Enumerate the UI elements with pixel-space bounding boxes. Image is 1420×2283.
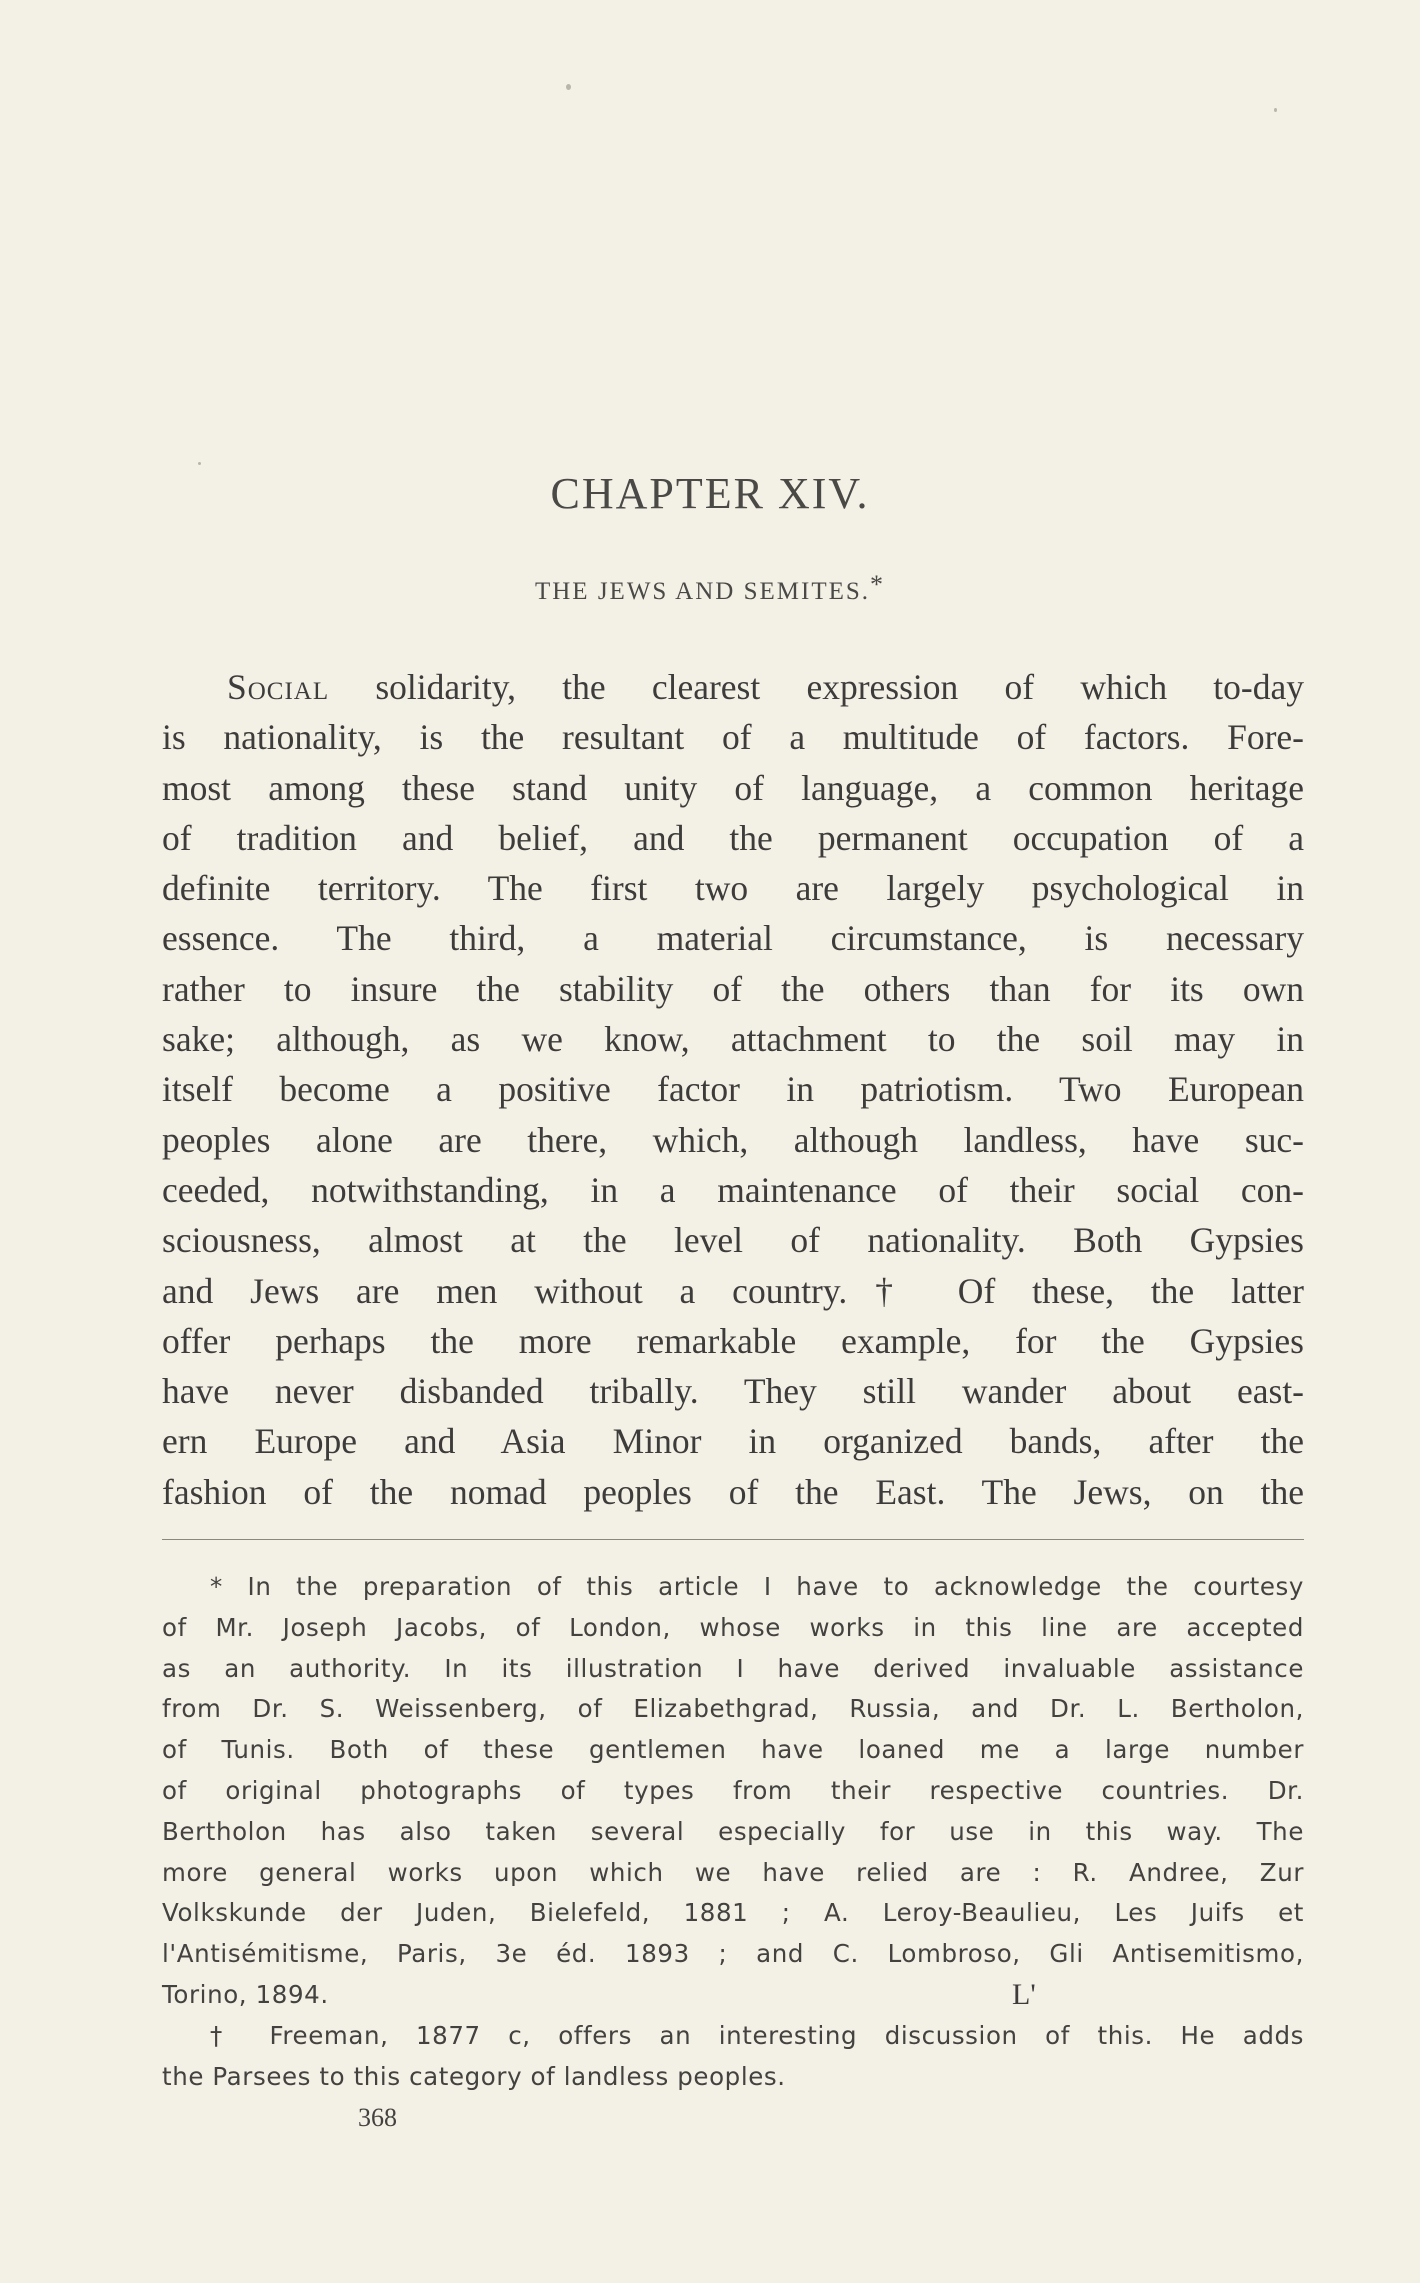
body-line: essence. The third, a material circumstance, is necessary — [162, 918, 1304, 959]
body-line: most among these stand unity of language, a common heritage — [162, 767, 1304, 808]
body-line: definite territory. The first two are largely psychological in — [162, 868, 1304, 909]
footnote-line: from Dr. S. Weissenberg, of Elizabethgrad, Russia, and Dr. L. Bertholon, — [162, 1694, 1304, 1724]
footnote-line: as an authority. In its illustration I have derived invaluable assistance — [162, 1653, 1304, 1683]
body-line: have never disbanded tribally. They still wander about east- — [162, 1371, 1304, 1412]
chapter-title: CHAPTER XIV. — [550, 469, 870, 518]
section-title-text: THE JEWS AND SEMITES. — [534, 578, 871, 605]
body-line: itself become a positive factor in patriotism. Two European — [162, 1069, 1304, 1110]
body-paragraph — [162, 662, 1304, 1517]
footnote-line: † Freeman, 1877 c, offers an interesting discussion of this. He adds — [210, 2020, 1304, 2050]
body-line: ceeded, notwithstanding, in a maintenance of their social con- — [162, 1169, 1304, 1210]
body-line: offer perhaps the more remarkable example, for the Gypsies — [162, 1320, 1304, 1361]
footnote-line: more general works upon which we have relied are : R. Andree, Zur — [162, 1857, 1304, 1887]
footnote-marker: * — [870, 570, 886, 599]
footnote-line: l'Antisémitisme, Paris, 3e éd. 1893 ; and C. Lombroso, Gli Antisemitismo, — [162, 1939, 1304, 1969]
footnote-line: Torino, 1894. — [162, 1979, 329, 2009]
footnote-line: of Tunis. Both of these gentlemen have loaned me a large number — [162, 1735, 1304, 1765]
body-line: peoples alone are there, which, although landless, have suc- — [162, 1119, 1304, 1160]
body-line: ern Europe and Asia Minor in organized bands, after the — [162, 1421, 1304, 1462]
body-line: fashion of the nomad peoples of the East. The Jews, on the — [162, 1471, 1304, 1512]
paper-speck — [566, 84, 571, 90]
body-line: and Jews are men without a country.† Of these, the latter — [162, 1270, 1304, 1311]
stray-ink-mark: L' — [1012, 1978, 1036, 2011]
body-line: sake; although, as we know, attachment to the soil may in — [162, 1019, 1304, 1060]
page-number: 368 — [358, 2103, 397, 2132]
footnote-line: Bertholon has also taken several especially for use in this way. The — [162, 1816, 1304, 1846]
paper-speck — [1274, 108, 1277, 112]
body-line: sciousness, almost at the level of nationality. Both Gypsies — [162, 1220, 1304, 1261]
footnote-line: of Mr. Joseph Jacobs, of London, whose works in this line are accepted — [162, 1612, 1304, 1642]
section-title — [0, 570, 1420, 606]
opening-word: Social — [227, 667, 330, 707]
body-line: rather to insure the stability of the others than for its own — [162, 968, 1304, 1009]
footnotes — [162, 1567, 1304, 2097]
paper-speck — [198, 462, 201, 465]
body-line: of tradition and belief, and the permanent occupation of a — [162, 817, 1304, 858]
footnote-line: of original photographs of types from their respective countries. Dr. — [162, 1775, 1304, 1805]
footnote-line: the Parsees to this category of landless peoples. — [162, 2061, 786, 2091]
body-line: Social solidarity, the clearest expression of which to-day — [227, 667, 1304, 707]
footnote-line: Volkskunde der Juden, Bielefeld, 1881 ; A. Leroy-Beaulieu, Les Juifs et — [162, 1898, 1304, 1928]
body-line: is nationality, is the resultant of a multitude of factors. Fore- — [162, 717, 1304, 758]
footnote-line: * In the preparation of this article I have to acknowledge the courtesy — [210, 1572, 1304, 1601]
footnote-divider — [162, 1539, 1304, 1540]
